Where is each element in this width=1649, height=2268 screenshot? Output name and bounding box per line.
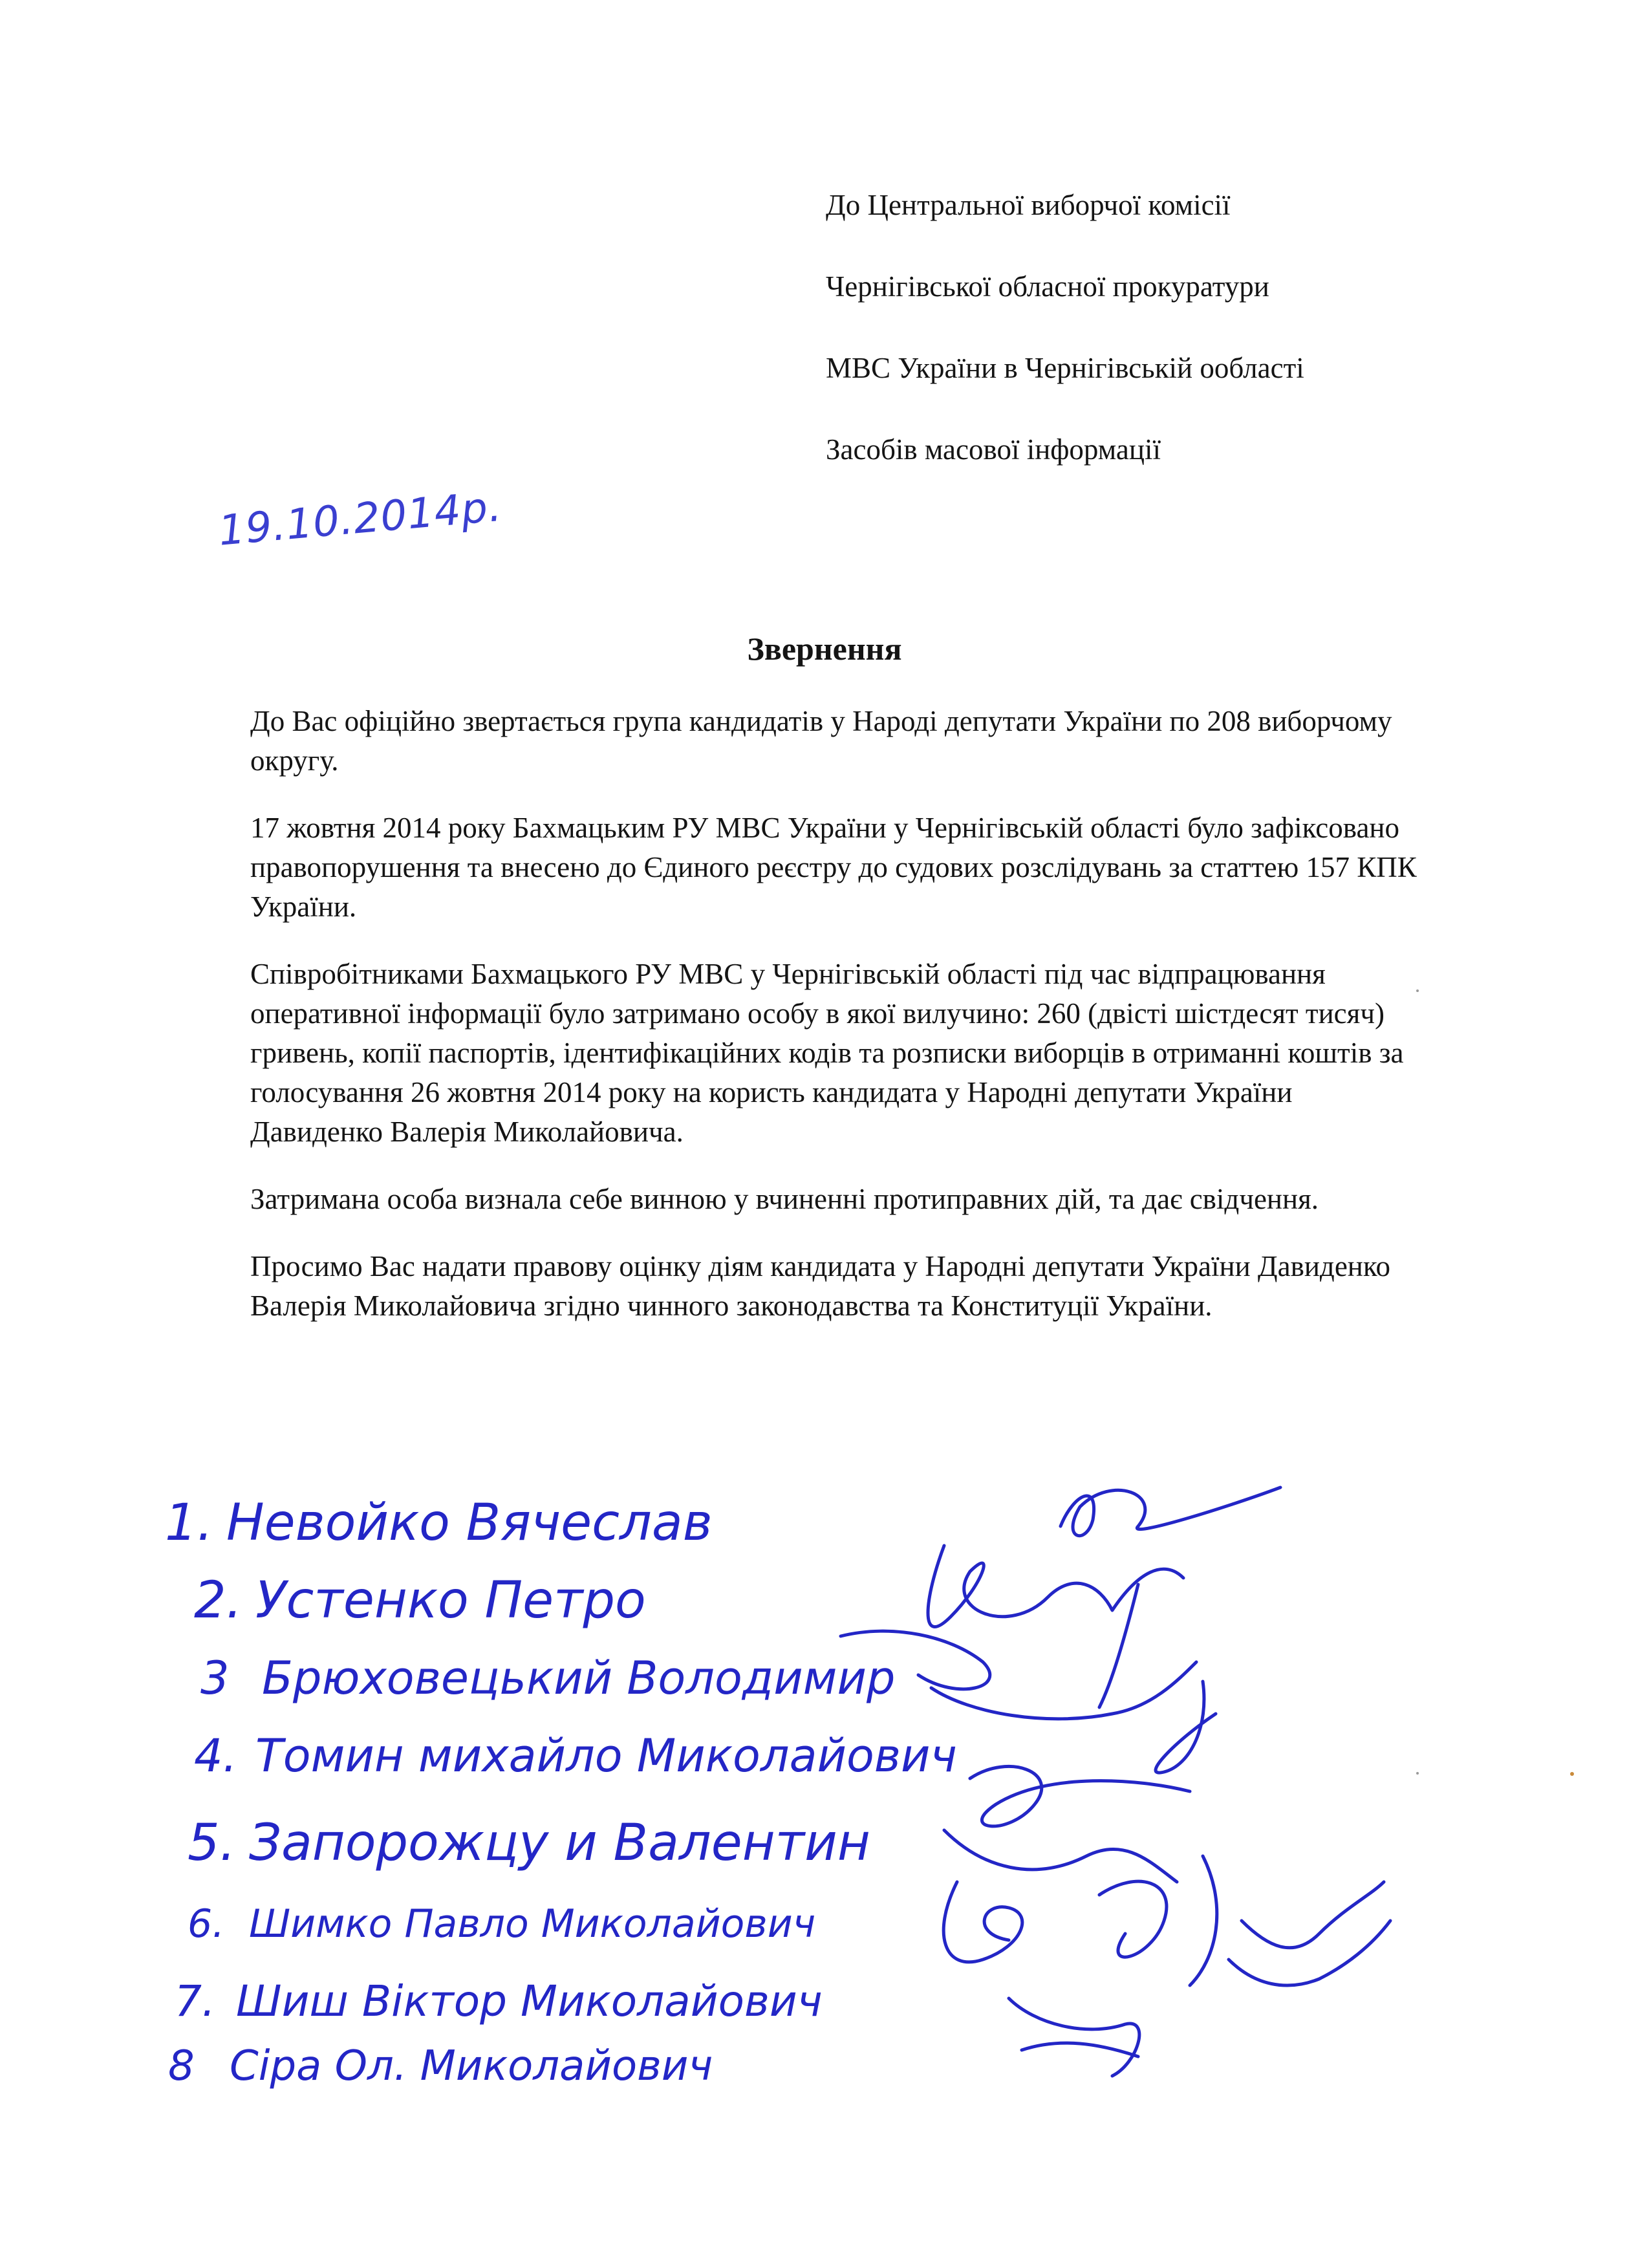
body-paragraph: Співробітниками Бахмацького РУ МВС у Чернігівській області під час відпрацювання оперативної інформації було затримано особу в якої вилучино: 260 (двісті шістдесят тисяч) гривень, копії паспортів, ідентифікаційних кодів та розписки виборців в отриманні коштів за голосування 26 жовтня 2014 року на користь кандидата у Народні депутати України Давиденко Валерія Миколайовича. — [250, 958, 1404, 1148]
signature-name: Шиш Віктор Миколайович — [236, 1976, 823, 2026]
body-paragraph: 17 жовтня 2014 року Бахмацьким РУ МВС України у Чернігівській області було зафіксовано правопорушення та внесено до Єдиного реєстру до судових розслідувань за статтею 157 КПК України. — [250, 812, 1417, 923]
signature-number: 2. — [194, 1571, 242, 1630]
signature-name: Шимко Павло Миколайович — [249, 1901, 816, 1947]
body-paragraph: До Вас офіційно звертається група кандидатів у Народі депутати України по 208 виборчому округу. — [250, 705, 1392, 777]
signature-number: 4. — [194, 1729, 237, 1782]
signature-number: 5. — [188, 1814, 236, 1872]
signature-number: 7. — [175, 1976, 215, 2026]
signature-number: 8 — [168, 2042, 195, 2090]
signature-scribbles — [0, 1468, 1649, 2115]
document-title: Звернення — [747, 631, 902, 667]
paper-speck — [1416, 989, 1419, 992]
signature-name: Сіра Ол. Миколайович — [230, 2042, 713, 2090]
signature-name: Брюховецький Володимир — [262, 1652, 896, 1705]
signature-name: Устенко Петро — [255, 1571, 646, 1630]
signature-number: 6. — [188, 1901, 225, 1947]
addressee-line: Засобів масової інформації — [826, 433, 1161, 466]
signature-block — [0, 1468, 1649, 2090]
signature-number: 3 — [200, 1652, 230, 1705]
document-body — [250, 702, 1417, 1354]
paper-speck — [1416, 1772, 1419, 1775]
addressee-line: До Центральної виборчої комісії — [826, 189, 1231, 221]
body-paragraph: Затримана особа визнала себе винною у вчиненні протиправних дій, та дає свідчення. — [250, 1183, 1319, 1215]
body-paragraph: Просимо Вас надати правову оцінку діям кандидата у Народні депутати України Давиденко Валерія Миколайовича згідно чинного законодавства та Конституції України. — [250, 1250, 1390, 1322]
signature-name: Томин михайло Миколайович — [255, 1729, 957, 1782]
addressee-line: Чернігівської обласної прокуратури — [826, 270, 1269, 303]
addressee-block — [826, 189, 1472, 515]
signature-name: Запорожцу и Валентин — [249, 1814, 870, 1872]
handwritten-date: 19.10.2014р. — [217, 482, 504, 556]
signature-number: 1. — [165, 1494, 213, 1552]
addressee-line: МВС України в Чернігівській ообласті — [826, 352, 1304, 384]
signature-name: Невойко Вячеслав — [226, 1494, 713, 1552]
paper-speck — [1570, 1772, 1574, 1776]
